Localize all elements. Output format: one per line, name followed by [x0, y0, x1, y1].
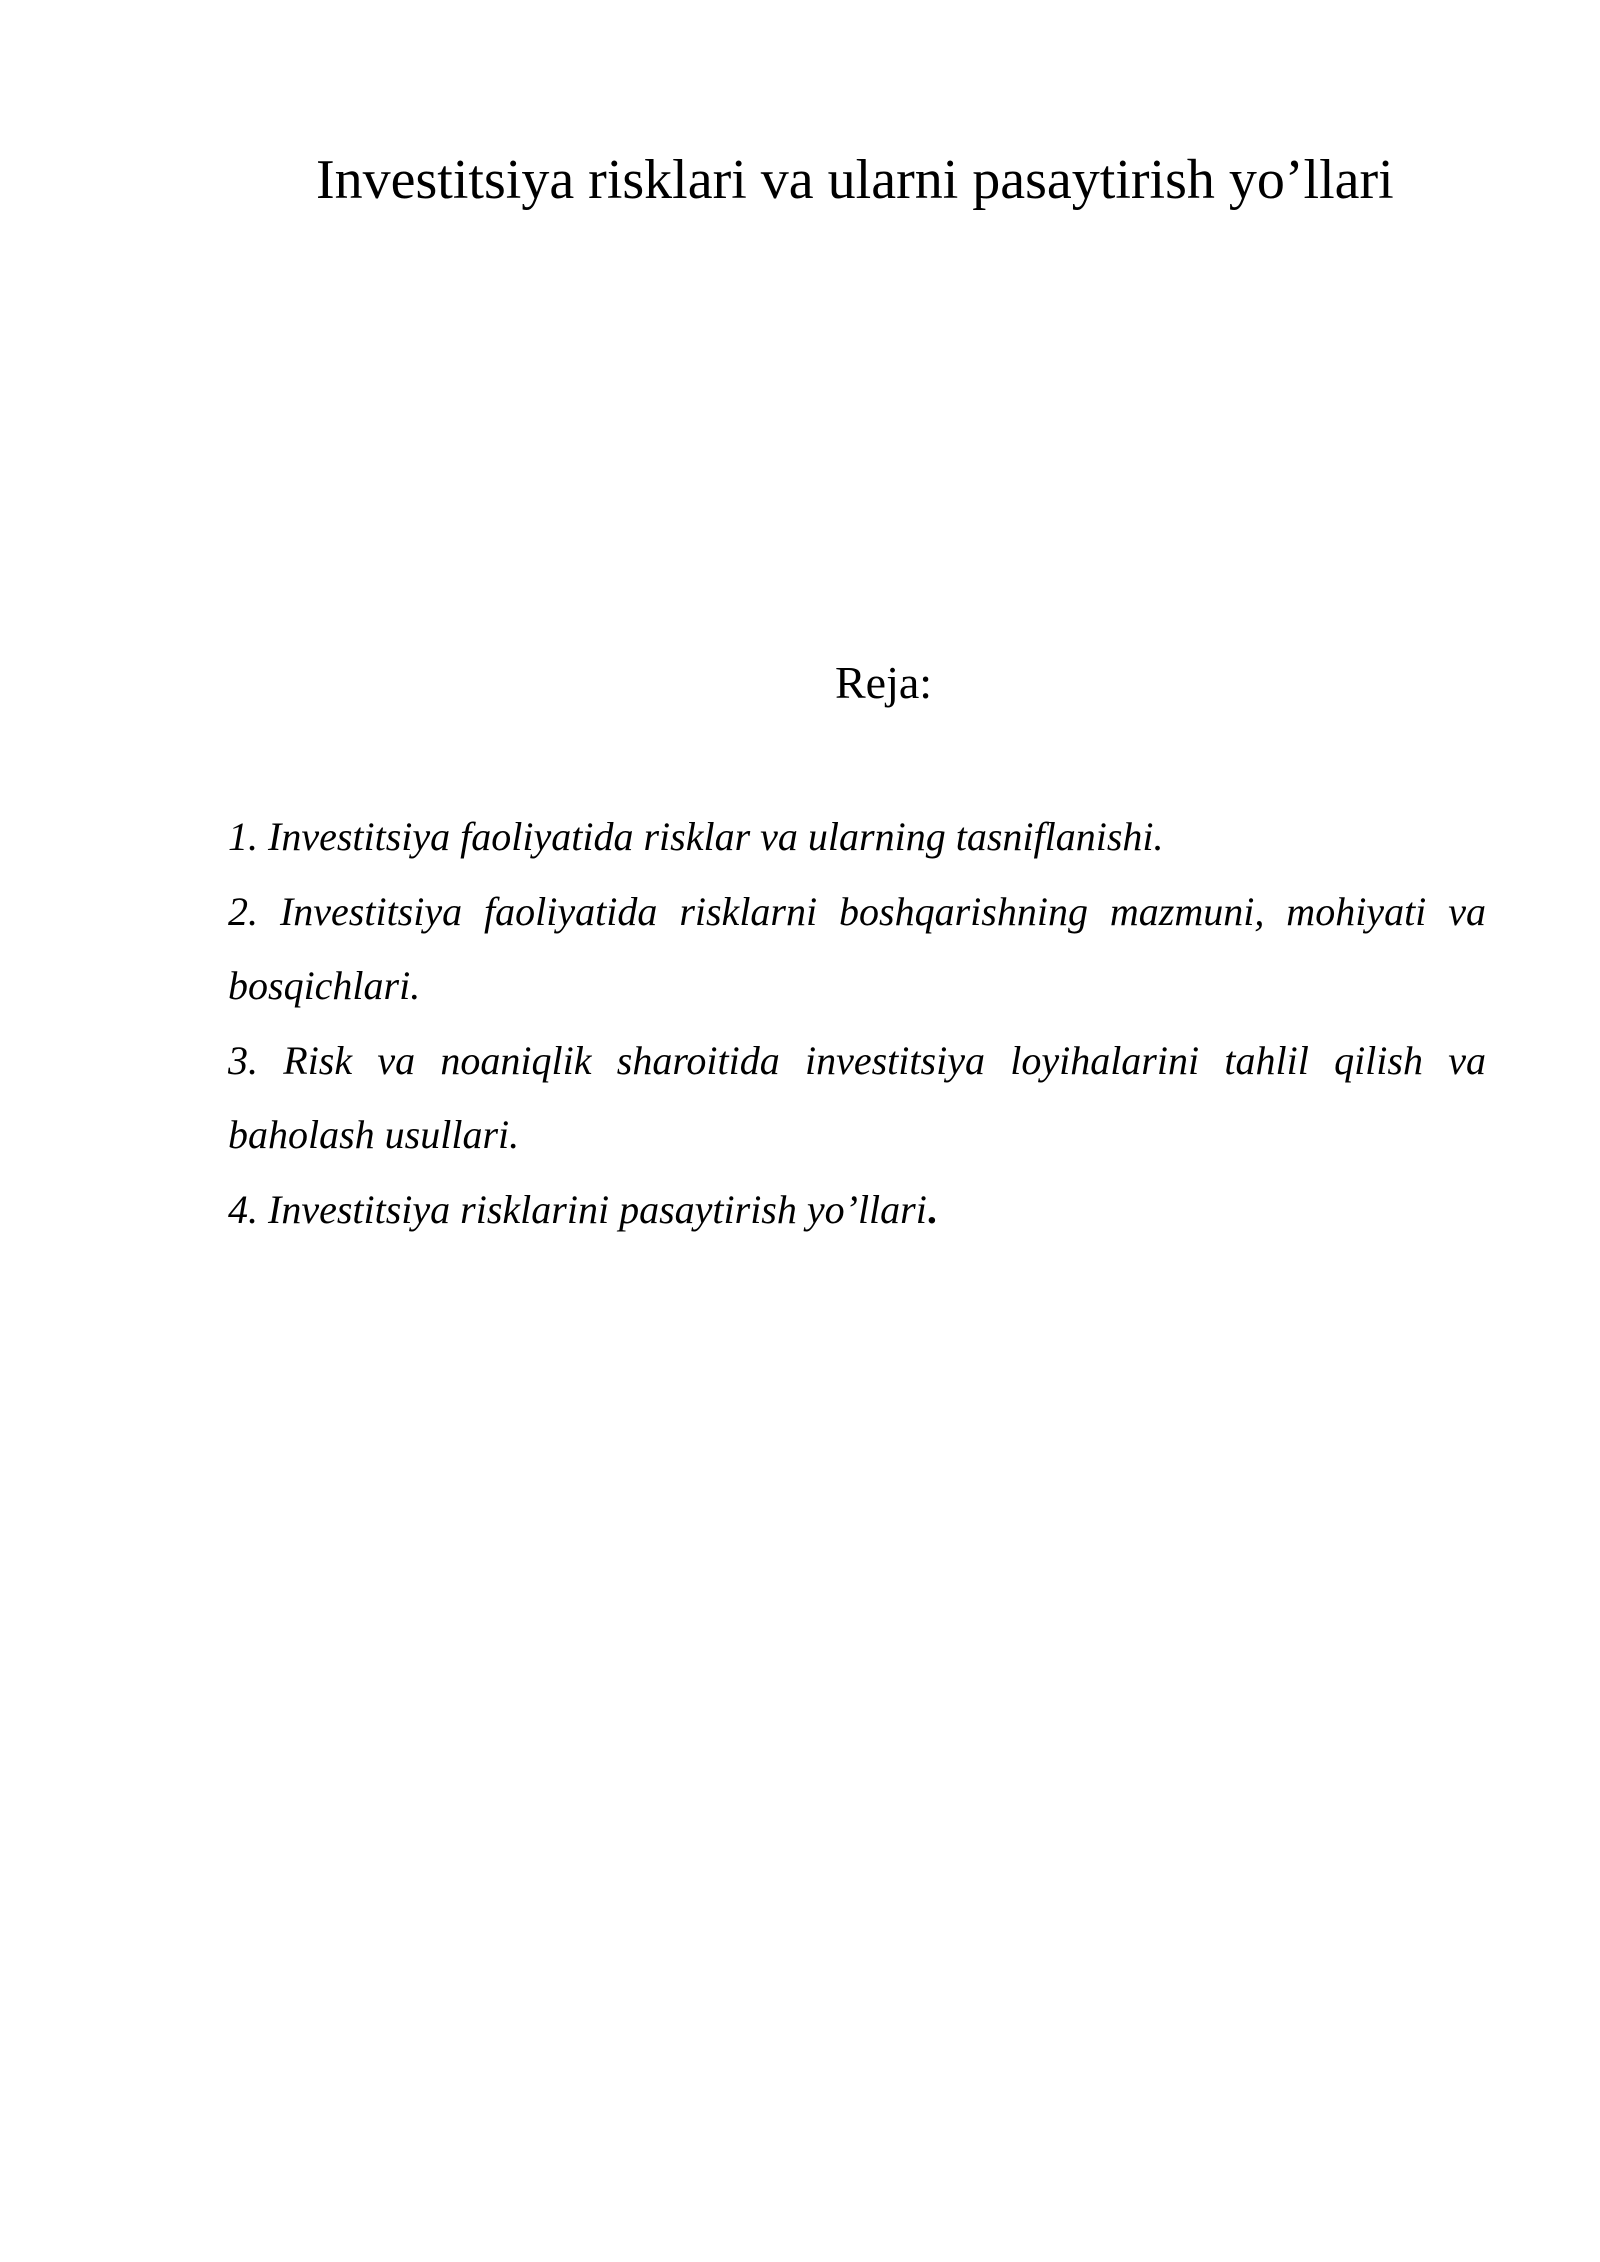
plan-item-1: 1. Investitsiya faoliyatida risklar va ularning tasniflanishi. — [228, 814, 1164, 859]
plan-item-3: 3. Risk va noaniqlik sharoitida investitsiya loyihalarini tahlil qilish va baholash usullari. — [228, 1037, 1486, 1157]
document-title: Investitsiya risklari va ularni pasaytirish yo’llari — [316, 149, 1394, 211]
plan-item-4-period: . — [926, 1186, 937, 1232]
plan-item-4-text: 4. Investitsiya risklarini pasaytirish yo’llari — [228, 1186, 927, 1232]
plan-item-4 — [228, 1173, 1486, 1248]
plan-item-2: 2. Investitsiya faoliyatida risklarni boshqarishning mazmuni, mohiyati va bosqichlari. — [228, 888, 1486, 1008]
plan-heading: Reja: — [835, 657, 933, 708]
plan-list — [228, 800, 1486, 1247]
